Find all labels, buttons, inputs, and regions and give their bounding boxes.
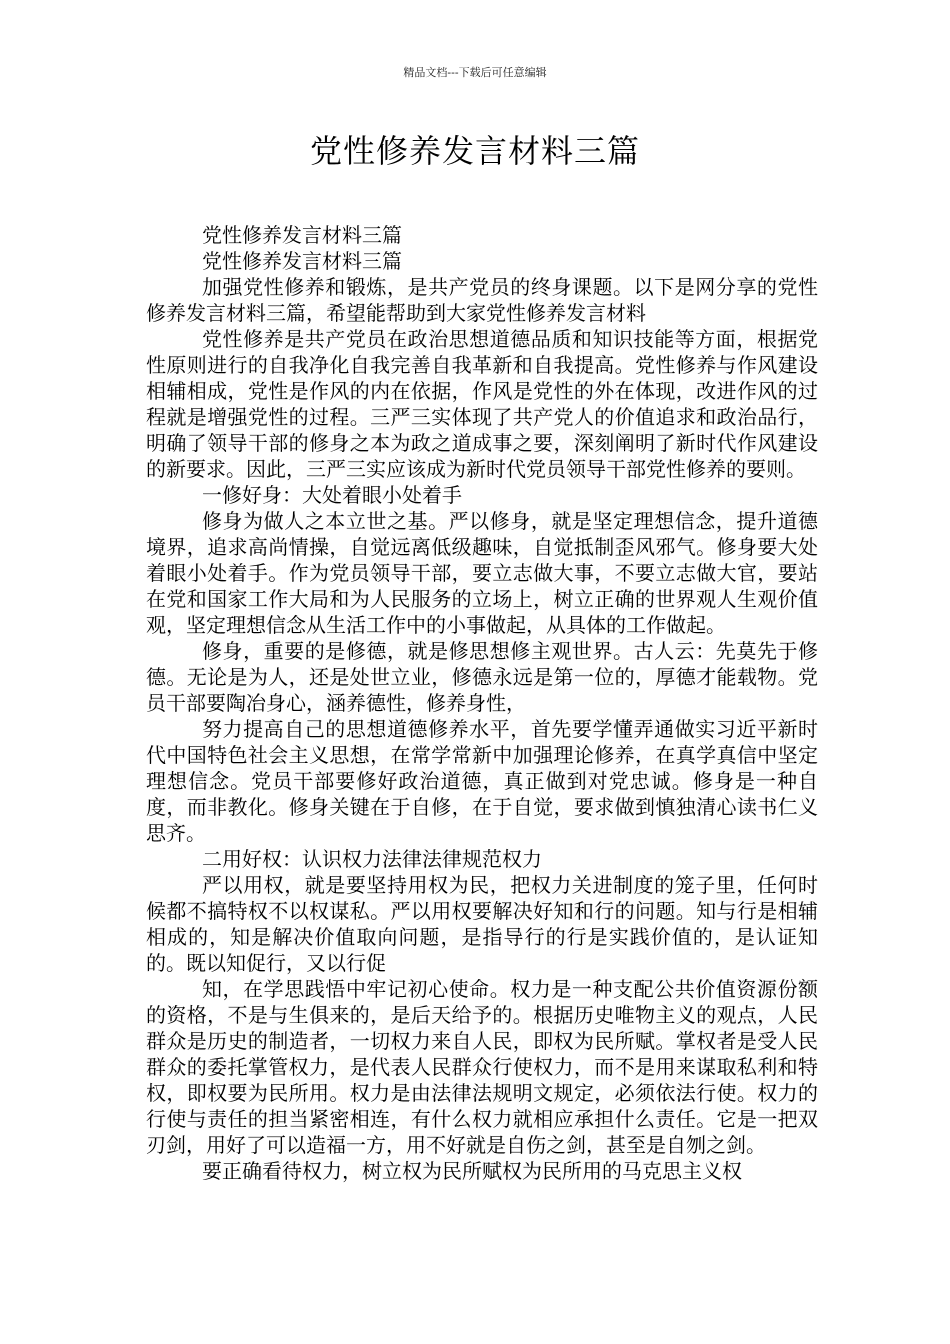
paragraph-8: 严以用权，就是要坚持用权为民，把权力关进制度的笼子里，任何时候都不搞特权不以权谋私。严以用权要解决好知和行的问题。知与行是相辅相成的，知是解决价值取向问题，是指导行的行是实践价值的，是认证知的。既以知促行，又以行促	[146, 873, 818, 975]
section-heading-2: 二用好权：认识权力法律法律规范权力	[202, 847, 542, 871]
paragraph-7: 努力提高自己的思想道德修养水平，首先要学懂弄通做实习近平新时代中国特色社会主义思想，在常学常新中加强理论修养，在真学真信中坚定理想信念。党员干部要修好政治道德，真正做到对党忠诚。修身是一种自度，而非教化。修身关键在于自修，在于自觉，要求做到慎独清心读书仁义思齐。	[146, 717, 818, 845]
paragraph-2: 党性修养发言材料三篇	[202, 249, 402, 273]
paragraph-5: 修身为做人之本立世之基。严以修身，就是坚定理想信念，提升道德境界，追求高尚情操，自觉远离低级趣味，自觉抵制歪风邪气。修身要大处着眼小处着手。作为党员领导干部，要立志做大事，不要立志做大官，要站在党和国家工作大局和为人民服务的立场上，树立正确的世界观人生观价值观，坚定理想信念从生活工作中的小事做起，从具体的工作做起。	[146, 509, 818, 637]
paragraph-1: 党性修养发言材料三篇	[202, 223, 402, 247]
paragraph-3: 加强党性修养和锻炼，是共产党员的终身课题。以下是网分享的党性修养发言材料三篇，希望能帮助到大家党性修养发言材料	[146, 275, 818, 325]
page-header-note: 精品文档---下载后可任意编辑	[403, 66, 547, 79]
document-body	[146, 222, 818, 1184]
paragraph-10: 要正确看待权力，树立权为民所赋权为民所用的马克思主义权	[202, 1159, 742, 1183]
paragraph-4: 党性修养是共产党员在政治思想道德品质和知识技能等方面，根据党性原则进行的自我净化自我完善自我革新和自我提高。党性修养与作风建设相辅相成，党性是作风的内在依据，作风是党性的外在体现，改进作风的过程就是增强党性的过程。三严三实体现了共产党人的价值追求和政治品行，明确了领导干部的修身之本为政之道成事之要，深刻阐明了新时代作风建设的新要求。因此，三严三实应该成为新时代党员领导干部党性修养的要则。	[146, 327, 818, 481]
document-title: 党性修养发言材料三篇	[309, 132, 640, 170]
paragraph-6: 修身，重要的是修德，就是修思想修主观世界。古人云：先莫先于修德。无论是为人，还是处世立业，修德永远是第一位的，厚德才能载物。党员干部要陶冶身心，涵养德性，修养身性，	[146, 639, 818, 715]
section-heading-1: 一修好身：大处着眼小处着手	[202, 483, 462, 507]
paragraph-9: 知，在学思践悟中牢记初心使命。权力是一种支配公共价值资源份额的资格，不是与生俱来的，是后天给予的。根据历史唯物主义的观点，人民群众是历史的制造者，一切权力来自人民，即权为民所赋。掌权者是受人民群众的委托掌管权力，是代表人民群众行使权力，而不是用来谋取私利和特权，即权要为民所用。权力是由法律法规明文规定，必须依法行使。权力的行使与责任的担当紧密相连，有什么权力就相应承担什么责任。它是一把双刃剑，用好了可以造福一方，用不好就是自伤之剑，甚至是自刎之剑。	[146, 977, 818, 1157]
